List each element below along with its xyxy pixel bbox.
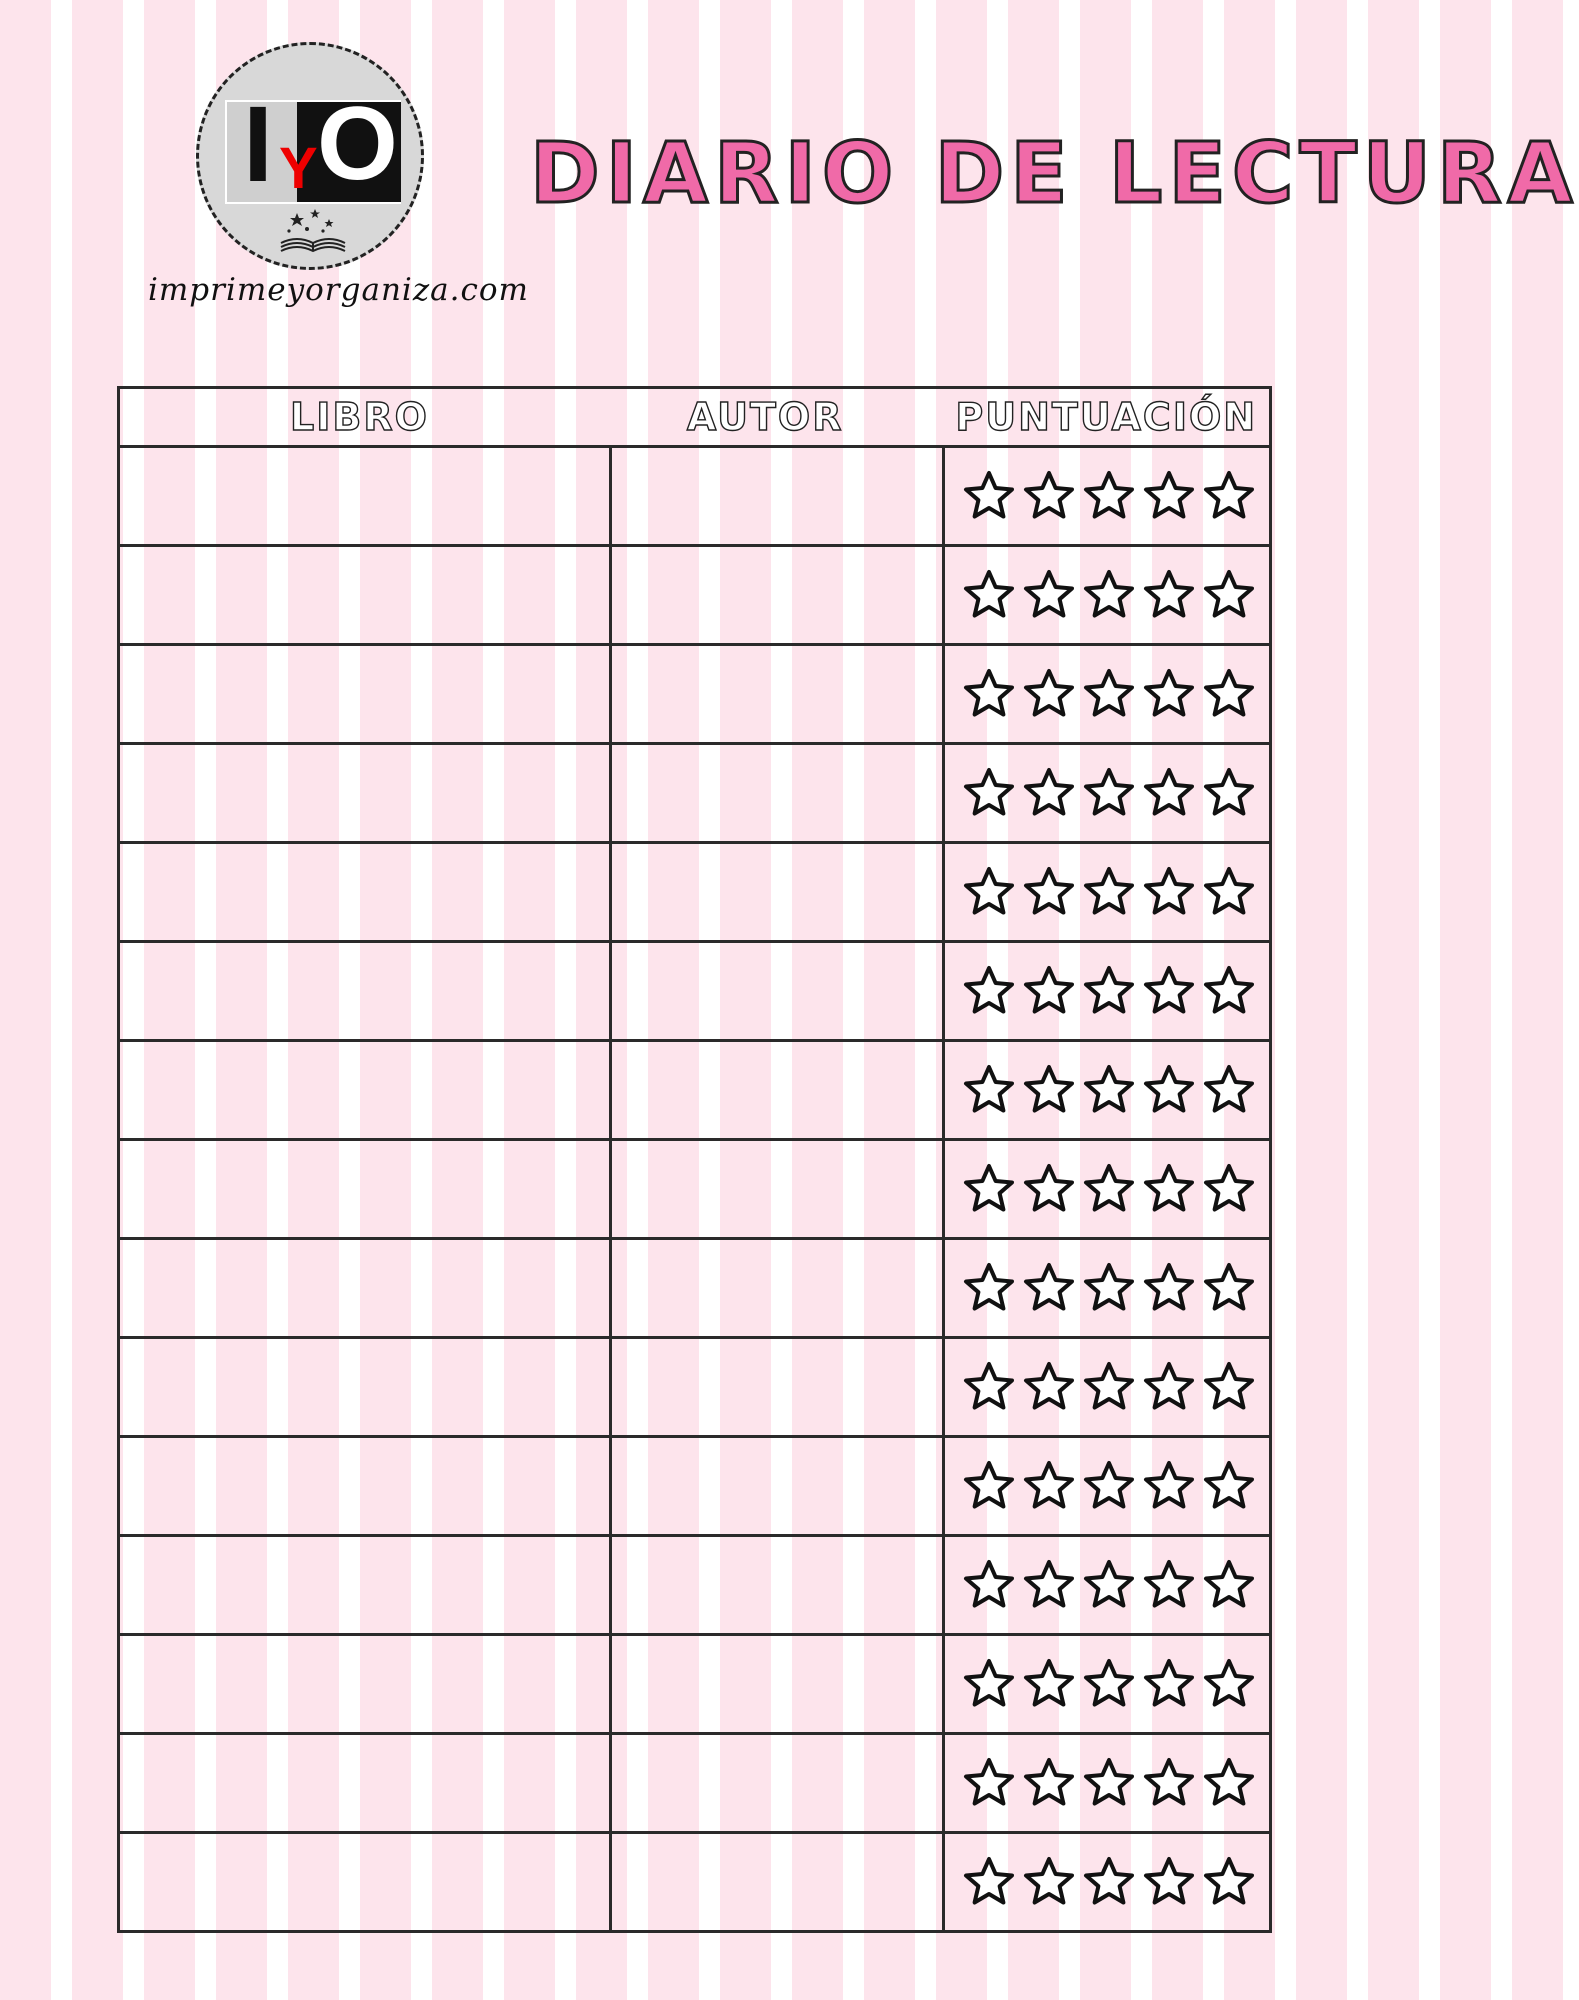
book-cell[interactable] [119, 1536, 611, 1635]
table-row [119, 1437, 1271, 1536]
author-cell[interactable] [611, 1536, 944, 1635]
star-icon[interactable] [1142, 1657, 1196, 1711]
star-icon[interactable] [1202, 1459, 1256, 1513]
author-cell[interactable] [611, 1635, 944, 1734]
star-icon[interactable] [1082, 1657, 1136, 1711]
star-icon[interactable] [1202, 1162, 1256, 1216]
star-icon[interactable] [1082, 667, 1136, 721]
star-rating [945, 667, 1269, 721]
star-icon[interactable] [1022, 1063, 1076, 1117]
star-icon[interactable] [1022, 1162, 1076, 1216]
star-rating [945, 964, 1269, 1018]
book-cell[interactable] [119, 1734, 611, 1833]
star-rating [945, 1756, 1269, 1810]
table-row [119, 1338, 1271, 1437]
site-url: imprimeyorganiza.com [148, 272, 529, 308]
table-body [119, 447, 1271, 1932]
rating-cell [944, 546, 1271, 645]
table-row [119, 843, 1271, 942]
table-row [119, 744, 1271, 843]
table-row [119, 1734, 1271, 1833]
star-icon[interactable] [1202, 1063, 1256, 1117]
star-icon[interactable] [1202, 1657, 1256, 1711]
star-icon[interactable] [962, 667, 1016, 721]
author-cell[interactable] [611, 1338, 944, 1437]
star-icon[interactable] [1142, 469, 1196, 523]
star-icon[interactable] [962, 1558, 1016, 1612]
book-cell[interactable] [119, 1338, 611, 1437]
star-icon[interactable] [962, 568, 1016, 622]
star-rating [945, 469, 1269, 523]
header-puntuacion: PUNTUACIÓN [944, 388, 1271, 447]
star-icon[interactable] [1142, 1756, 1196, 1810]
open-book-icon [275, 205, 351, 255]
author-cell[interactable] [611, 942, 944, 1041]
rating-cell [944, 1734, 1271, 1833]
book-cell[interactable] [119, 1041, 611, 1140]
star-icon[interactable] [1142, 1063, 1196, 1117]
star-icon[interactable] [1142, 667, 1196, 721]
star-icon[interactable] [1202, 964, 1256, 1018]
star-rating [945, 1063, 1269, 1117]
star-icon[interactable] [1082, 865, 1136, 919]
logo-letter-i: I [243, 83, 274, 204]
star-rating [945, 568, 1269, 622]
star-icon[interactable] [1022, 1558, 1076, 1612]
star-icon[interactable] [1022, 1657, 1076, 1711]
rating-cell [944, 1635, 1271, 1734]
star-icon[interactable] [1082, 568, 1136, 622]
table-row [119, 447, 1271, 546]
star-icon[interactable] [962, 1459, 1016, 1513]
star-icon[interactable] [1202, 568, 1256, 622]
star-icon[interactable] [1022, 865, 1076, 919]
star-icon[interactable] [1082, 1756, 1136, 1810]
star-icon[interactable] [1022, 1756, 1076, 1810]
star-icon[interactable] [1082, 1063, 1136, 1117]
star-icon[interactable] [1142, 1459, 1196, 1513]
table-row [119, 645, 1271, 744]
rating-cell [944, 1437, 1271, 1536]
star-rating [945, 766, 1269, 820]
star-icon[interactable] [1082, 1459, 1136, 1513]
star-icon[interactable] [1022, 1261, 1076, 1315]
reading-log-table [117, 386, 1272, 1933]
author-cell[interactable] [611, 1239, 944, 1338]
star-icon[interactable] [1082, 1855, 1136, 1909]
book-cell[interactable] [119, 447, 611, 546]
book-cell[interactable] [119, 645, 611, 744]
author-cell[interactable] [611, 744, 944, 843]
table-row [119, 1239, 1271, 1338]
star-rating [945, 1360, 1269, 1414]
star-icon[interactable] [1202, 1360, 1256, 1414]
author-cell[interactable] [611, 1437, 944, 1536]
star-icon[interactable] [1142, 766, 1196, 820]
star-rating [945, 1261, 1269, 1315]
star-rating [945, 865, 1269, 919]
star-rating [945, 1657, 1269, 1711]
author-cell[interactable] [611, 1140, 944, 1239]
rating-cell [944, 1833, 1271, 1932]
header-autor: AUTOR [611, 388, 944, 447]
author-cell[interactable] [611, 1734, 944, 1833]
book-cell[interactable] [119, 1140, 611, 1239]
table-row [119, 942, 1271, 1041]
star-icon[interactable] [962, 1360, 1016, 1414]
logo-letter-o: O [317, 86, 398, 202]
table-row [119, 1041, 1271, 1140]
rating-cell [944, 843, 1271, 942]
star-icon[interactable] [1202, 1261, 1256, 1315]
book-cell[interactable] [119, 546, 611, 645]
star-icon[interactable] [962, 964, 1016, 1018]
rating-cell [944, 744, 1271, 843]
logo-letter-y: Y [279, 136, 318, 201]
star-rating [945, 1162, 1269, 1216]
book-cell[interactable] [119, 1437, 611, 1536]
author-cell[interactable] [611, 645, 944, 744]
table-row [119, 1536, 1271, 1635]
star-icon[interactable] [1022, 1855, 1076, 1909]
rating-cell [944, 942, 1271, 1041]
book-cell[interactable] [119, 1239, 611, 1338]
author-cell[interactable] [611, 1833, 944, 1932]
logo [196, 42, 424, 270]
logo-mark [225, 83, 401, 204]
star-icon[interactable] [1082, 964, 1136, 1018]
star-icon[interactable] [1082, 766, 1136, 820]
star-icon[interactable] [1202, 1855, 1256, 1909]
star-rating [945, 1459, 1269, 1513]
star-icon[interactable] [1142, 1261, 1196, 1315]
star-icon[interactable] [1202, 469, 1256, 523]
star-icon[interactable] [1022, 469, 1076, 523]
star-icon[interactable] [1082, 1162, 1136, 1216]
star-icon[interactable] [1202, 865, 1256, 919]
star-icon[interactable] [1142, 1162, 1196, 1216]
star-icon[interactable] [962, 469, 1016, 523]
star-icon[interactable] [1142, 1558, 1196, 1612]
star-icon[interactable] [1142, 964, 1196, 1018]
star-icon[interactable] [1022, 964, 1076, 1018]
star-icon[interactable] [962, 1162, 1016, 1216]
book-cell[interactable] [119, 843, 611, 942]
rating-cell [944, 1536, 1271, 1635]
star-icon[interactable] [962, 1756, 1016, 1810]
star-icon[interactable] [962, 1063, 1016, 1117]
star-icon[interactable] [1082, 469, 1136, 523]
author-cell[interactable] [611, 843, 944, 942]
rating-cell [944, 1338, 1271, 1437]
header-libro: LIBRO [119, 388, 611, 447]
rating-cell [944, 447, 1271, 546]
table-row [119, 1833, 1271, 1932]
star-icon[interactable] [962, 865, 1016, 919]
star-icon[interactable] [962, 1657, 1016, 1711]
book-cell[interactable] [119, 744, 611, 843]
star-icon[interactable] [1142, 1855, 1196, 1909]
star-rating [945, 1558, 1269, 1612]
star-icon[interactable] [1202, 1756, 1256, 1810]
author-cell[interactable] [611, 546, 944, 645]
rating-cell [944, 1239, 1271, 1338]
book-cell[interactable] [119, 942, 611, 1041]
star-icon[interactable] [1082, 1558, 1136, 1612]
table-row [119, 546, 1271, 645]
star-icon[interactable] [1022, 766, 1076, 820]
star-icon[interactable] [1202, 766, 1256, 820]
star-icon[interactable] [1022, 568, 1076, 622]
author-cell[interactable] [611, 447, 944, 546]
rating-cell [944, 645, 1271, 744]
star-icon[interactable] [962, 1261, 1016, 1315]
star-icon[interactable] [1142, 568, 1196, 622]
star-icon[interactable] [1142, 1360, 1196, 1414]
star-icon[interactable] [1022, 1360, 1076, 1414]
star-icon[interactable] [1082, 1360, 1136, 1414]
star-icon[interactable] [1202, 667, 1256, 721]
star-icon[interactable] [1022, 667, 1076, 721]
star-icon[interactable] [1022, 1459, 1076, 1513]
star-rating [945, 1855, 1269, 1909]
rating-cell [944, 1140, 1271, 1239]
table-header-row [119, 388, 1271, 447]
table-row [119, 1635, 1271, 1734]
star-icon[interactable] [1202, 1558, 1256, 1612]
star-icon[interactable] [962, 766, 1016, 820]
star-icon[interactable] [1082, 1261, 1136, 1315]
book-cell[interactable] [119, 1635, 611, 1734]
author-cell[interactable] [611, 1041, 944, 1140]
page-title: DIARIO DE LECTURA [530, 124, 1579, 222]
star-icon[interactable] [1142, 865, 1196, 919]
rating-cell [944, 1041, 1271, 1140]
table-row [119, 1140, 1271, 1239]
book-cell[interactable] [119, 1833, 611, 1932]
star-icon[interactable] [962, 1855, 1016, 1909]
